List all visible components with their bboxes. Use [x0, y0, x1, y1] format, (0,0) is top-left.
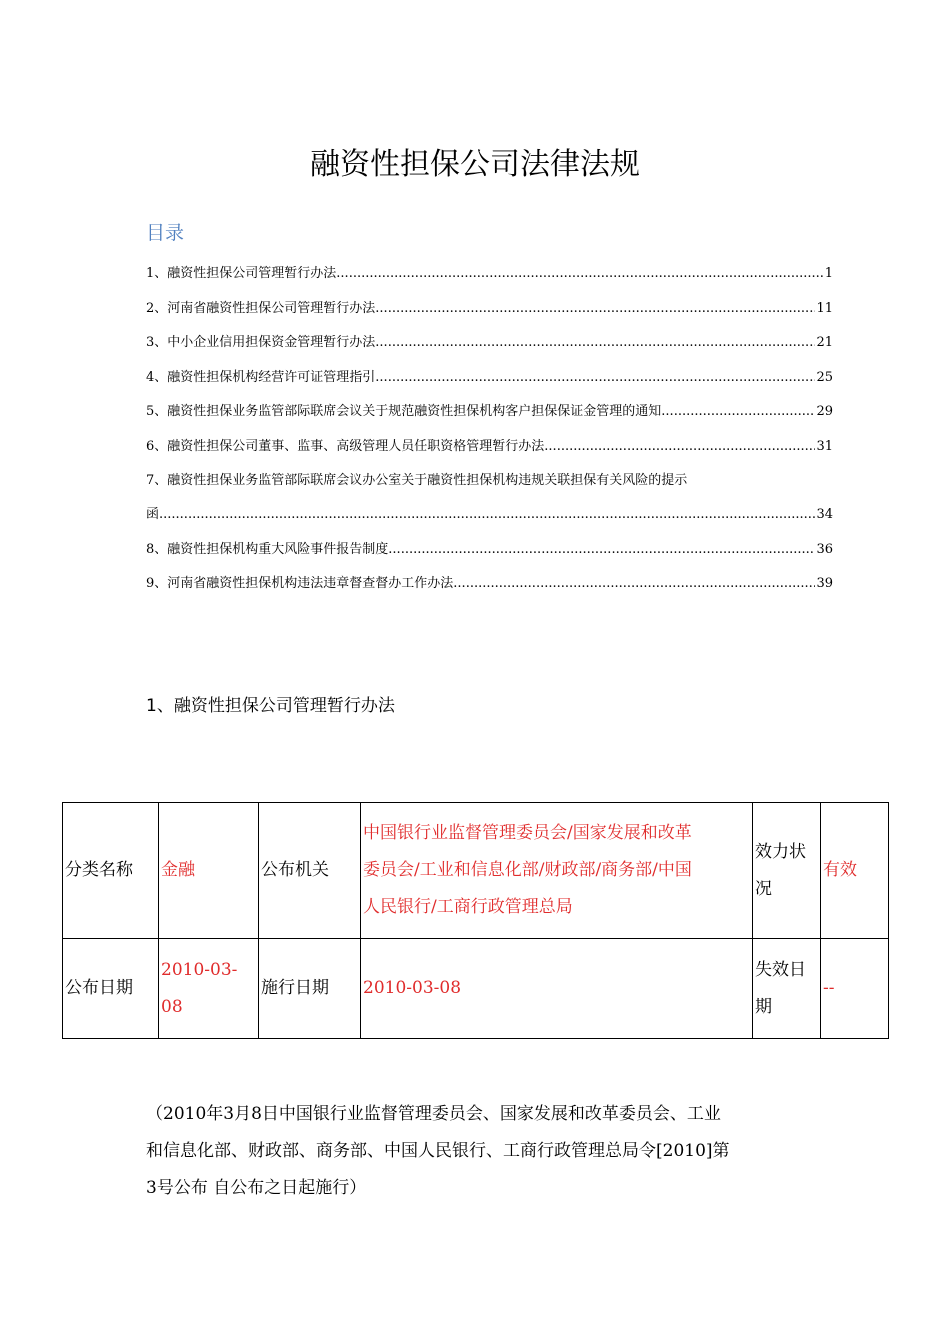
toc-entry-page: 34 — [816, 507, 833, 522]
status-label — [753, 803, 821, 939]
toc-entry-title: 中小企业信用担保资金管理暂行办法 — [167, 335, 376, 350]
toc-entry-title: 融资性担保公司管理暂行办法 — [167, 266, 337, 281]
issuer-value — [361, 803, 753, 939]
toc-leader-dots — [453, 575, 815, 593]
toc-leader-dots — [159, 506, 815, 524]
expiry-label — [753, 939, 821, 1039]
note-line: （2010年3月8日中国银行业监督管理委员会、国家发展和改革委员会、工业 — [146, 1104, 721, 1124]
status-label-line: 效力状 — [755, 841, 806, 862]
category-value: 金融 — [159, 803, 259, 939]
issuer-value-line: 人民银行/工商行政管理总局 — [363, 897, 573, 917]
status-value: 有效 — [821, 803, 889, 939]
toc-entry-number: 3、 — [146, 335, 168, 350]
toc-entry-number: 5、 — [146, 404, 168, 419]
regulation-info-table — [62, 802, 889, 1039]
expiry-value: -- — [821, 939, 889, 1039]
table-row — [63, 803, 889, 939]
toc-leader-dots — [544, 438, 815, 456]
category-label: 分类名称 — [63, 803, 159, 939]
toc-entry-title: 融资性担保公司董事、监事、高级管理人员任职资格管理暂行办法 — [167, 438, 545, 454]
publish-date-value: 2010-03-08 — [159, 939, 259, 1039]
toc-entry-title: 融资性担保业务监管部际联席会议关于规范融资性担保机构客户担保保证金管理的通知 — [167, 404, 662, 419]
toc-entry-1[interactable] — [146, 265, 833, 283]
issuer-value-line: 委员会/工业和信息化部/财政部/商务部/中国 — [363, 860, 692, 880]
toc-entry-page: 11 — [816, 300, 833, 316]
toc-entry-9[interactable] — [146, 575, 833, 593]
expiry-label-line: 失效日 — [755, 959, 806, 980]
document-title: 融资性担保公司法律法规 — [310, 147, 640, 182]
toc-leader-dots — [375, 369, 815, 387]
issuer-label: 公布机关 — [259, 803, 361, 939]
toc-entry-6[interactable] — [146, 438, 833, 456]
toc-entry-number: 1、 — [146, 266, 168, 281]
effective-date-label: 施行日期 — [259, 939, 361, 1039]
toc-entry-2[interactable] — [146, 300, 833, 318]
toc-entry-page: 25 — [816, 369, 833, 385]
toc-entry-3[interactable] — [146, 334, 833, 352]
note-line: 3号公布 自公布之日起施行） — [146, 1178, 367, 1198]
toc-entry-page: 39 — [816, 576, 833, 591]
effective-date-value: 2010-03-08 — [361, 939, 753, 1039]
toc-leader-dots — [661, 403, 815, 421]
toc-entry-title: 融资性担保机构重大风险事件报告制度 — [167, 541, 389, 557]
toc-entry-page: 31 — [816, 438, 833, 454]
toc-entry-title: 融资性担保业务监管部际联席会议办公室关于融资性担保机构违规关联担保有关风险的提示 — [167, 473, 688, 488]
status-label-line: 况 — [755, 878, 772, 899]
note-line: 和信息化部、财政部、商务部、中国人民银行、工商行政管理总局令[2010]第 — [146, 1141, 730, 1161]
toc-entry-title: 河南省融资性担保公司管理暂行办法 — [167, 300, 376, 316]
issuer-value-line: 中国银行业监督管理委员会/国家发展和改革 — [363, 823, 692, 843]
toc-leader-dots — [375, 334, 815, 352]
toc-entry-number: 8、 — [146, 541, 168, 557]
toc-entry-number: 4、 — [146, 369, 168, 385]
toc-leader-dots — [336, 265, 823, 283]
toc-leader-dots — [375, 300, 815, 318]
toc-entry-page: 21 — [816, 335, 833, 350]
section-heading: 1、融资性担保公司管理暂行办法 — [146, 696, 395, 716]
publish-date-label: 公布日期 — [63, 939, 159, 1039]
toc-entry-number: 7、 — [146, 473, 168, 488]
promulgation-note — [146, 1096, 816, 1207]
toc-entry-5[interactable] — [146, 403, 833, 421]
toc-entry-title: 融资性担保机构经营许可证管理指引 — [167, 369, 376, 385]
toc-heading: 目录 — [146, 222, 185, 244]
toc-entry-number: 6、 — [146, 438, 168, 454]
toc-entry-title: 河南省融资性担保机构违法违章督查督办工作办法 — [167, 576, 454, 591]
toc-entry-page: 29 — [816, 404, 833, 419]
toc-entry-number: 2、 — [146, 300, 168, 316]
toc-entry-8[interactable] — [146, 541, 833, 559]
toc-entry-page: 36 — [816, 541, 833, 557]
toc-entry-title-continued: 函 — [146, 507, 160, 522]
toc-entry-number: 9、 — [146, 576, 168, 591]
toc-entry-page: 1 — [824, 266, 833, 281]
toc-entry-4[interactable] — [146, 369, 833, 387]
table-of-contents — [146, 265, 833, 610]
table-row — [63, 939, 889, 1039]
expiry-label-line: 期 — [755, 996, 772, 1017]
toc-leader-dots — [388, 541, 815, 559]
toc-entry-7[interactable] — [146, 472, 833, 524]
